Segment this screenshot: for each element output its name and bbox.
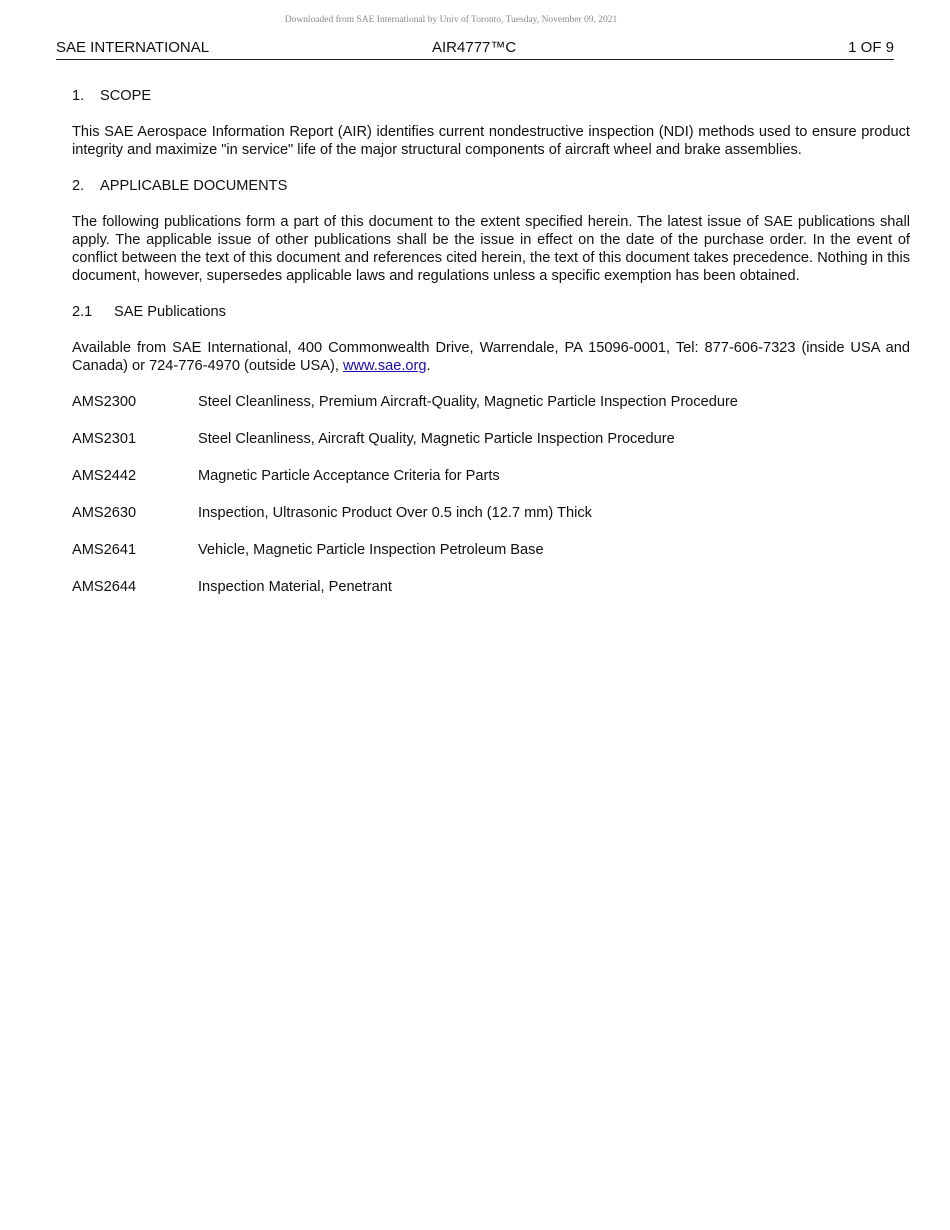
section-heading-scope: [72, 87, 910, 105]
availability-text: Available from SAE International, 400 Commonwealth Drive, Warrendale, PA 15096-0001, Tel: 877-606-7323 (inside USA and Canada) or 724-776-4970 (outside USA),: [72, 340, 910, 374]
reference-id: AMS2641: [72, 542, 137, 558]
applicable-documents-paragraph: The following publications form a part of this document to the extent specified herein. The latest issue of SAE publications shall apply. The applicable issue of other publications shall be the issue in effect on the date of the purchase order. In the event of conflict between the text of this document and references cited herein, the text of this document takes precedence. Nothing in this document, however, supersedes applicable laws and regulations unless a specific exemption has been obtained.: [72, 214, 910, 284]
reference-title: Vehicle, Magnetic Particle Inspection Petroleum Base: [198, 542, 544, 558]
reference-row: [72, 578, 910, 596]
reference-row: [72, 430, 910, 448]
sae-publications-paragraph: [72, 339, 910, 375]
sae-website-link[interactable]: www.sae.org: [342, 358, 427, 374]
header-document-id: AIR4777™C: [432, 39, 517, 56]
reference-row: [72, 393, 910, 411]
section-number: 2.1: [72, 304, 93, 320]
download-watermark-note: Downloaded from SAE International by Univ of Toronto, Tuesday, November 09, 2021: [284, 15, 618, 25]
reference-title: Steel Cleanliness, Premium Aircraft-Quality, Magnetic Particle Inspection Procedure: [198, 394, 738, 410]
header-page-number: 1 OF 9: [848, 39, 894, 56]
reference-id: AMS2644: [72, 579, 137, 595]
section-number: 2.: [72, 178, 85, 194]
reference-row: [72, 467, 910, 485]
running-header: [56, 38, 894, 60]
reference-title: Steel Cleanliness, Aircraft Quality, Magnetic Particle Inspection Procedure: [198, 431, 675, 447]
reference-row: [72, 504, 910, 522]
section-title: APPLICABLE DOCUMENTS: [100, 178, 288, 194]
section-number: 1.: [72, 88, 85, 104]
reference-id: AMS2300: [72, 394, 137, 410]
reference-title: Magnetic Particle Acceptance Criteria for Parts: [198, 468, 500, 484]
scope-paragraph: This SAE Aerospace Information Report (AIR) identifies current nondestructive inspection (NDI) methods used to ensure product integrity and maximize "in service" life of the major structural components of aircraft wheel and brake assemblies.: [72, 124, 910, 158]
document-body: [72, 87, 910, 596]
reference-id: AMS2301: [72, 431, 137, 447]
reference-id: AMS2442: [72, 468, 137, 484]
header-organization: SAE INTERNATIONAL: [56, 39, 210, 56]
section-heading-applicable-documents: [72, 177, 910, 195]
section-heading-sae-publications: [72, 303, 910, 321]
reference-row: [72, 541, 910, 559]
reference-id: AMS2630: [72, 505, 137, 521]
availability-text-end: .: [426, 358, 431, 374]
reference-title: Inspection, Ultrasonic Product Over 0.5 inch (12.7 mm) Thick: [198, 505, 592, 521]
section-title: SCOPE: [100, 88, 152, 104]
section-title: SAE Publications: [114, 304, 226, 320]
reference-title: Inspection Material, Penetrant: [198, 579, 392, 595]
